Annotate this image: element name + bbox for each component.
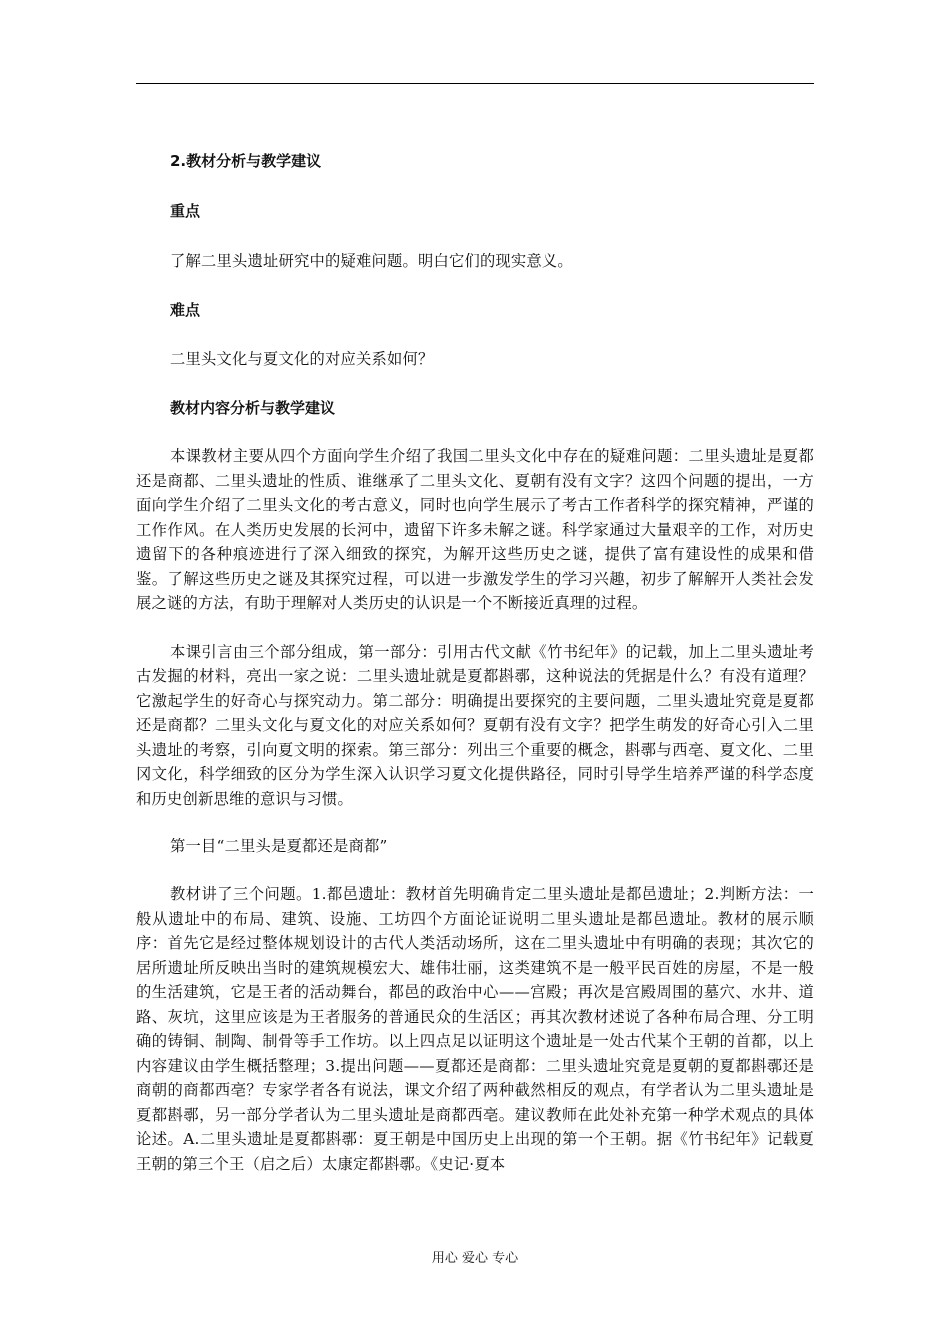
section-title: 2.教材分析与教学建议 bbox=[170, 152, 322, 170]
key-point-heading: 重点 bbox=[170, 202, 201, 220]
body-paragraph: 教材讲了三个问题。1.都邑遗址：教材首先明确肯定二里头遗址是都邑遗址；2.判断方法：一般从遗址中的布局、建筑、设施、工坊四个方面论证说明二里头遗址是都邑遗址。教材的展示顺序：首先它是经过整体规划设计的古代人类活动场所，这在二里头遗址中有明确的表现；其次它的居所遗址所反映出当时的建筑规模宏大、雄伟壮丽，这类建筑不是一般平民百姓的房屋，不是一般的生活建筑，它是王者的活动舞台，都邑的政治中心——宫殿；再次是宫殿周围的墓穴、水井、道路、灰坑，这里应该是为王者服务的普通民众的生活区；再其次教材述说了各种布局合理、分工明确的铸铜、制陶、制骨等手工作坊。以上四点足以证明这个遗址是一处古代某个王朝的首都，以上内容建议由学生概括整理；3.提出问题——夏都还是商都：二里头遗址究竟是夏朝的夏都斟鄩还是商朝的商都西亳？专家学者各有说法，课文介绍了两种截然相反的观点，有学者认为二里头遗址是夏都斟鄩，另一部分学者认为二里头遗址是商都西亳。建议教师在此处补充第一种学术观点的具体论述。A.二里头遗址是夏都斟鄩：夏王朝是中国历史上出现的第一个王朝。据《竹书纪年》记载夏王朝的第三个王（启之后）太康定都斟鄩。《史记·夏本 bbox=[136, 885, 814, 1173]
difficulty-text: 二里头文化与夏文化的对应关系如何？ bbox=[170, 350, 434, 368]
subsection-title: 第一目“二里头是夏都还是商都” bbox=[170, 837, 388, 855]
content-analysis-heading: 教材内容分析与教学建议 bbox=[170, 399, 336, 417]
key-point-text: 了解二里头遗址研究中的疑难问题。明白它们的现实意义。 bbox=[170, 252, 573, 270]
page-footer: 用心 爱心 专心 bbox=[431, 1251, 519, 1266]
body-paragraph: 本课教材主要从四个方面向学生介绍了我国二里头文化中存在的疑难问题：二里头遗址是夏都还是商都、二里头遗址的性质、谁继承了二里头文化、夏朝有没有文字？这四个问题的提出，一方面向学生介绍了二里头文化的考古意义，同时也向学生展示了考古工作者科学的探究精神，严谨的工作作风。在人类历史发展的长河中，遗留下许多未解之谜。科学家通过大量艰辛的工作，对历史遗留下的各种痕迹进行了深入细致的探究，为解开这些历史之谜，提供了富有建设性的成果和借鉴。了解这些历史之谜及其探究过程，可以进一步激发学生的学习兴趣，初步了解解开人类社会发展之谜的方法，有助于理解对人类历史的认识是一个不断接近真理的过程。 bbox=[136, 447, 814, 612]
document-body bbox=[136, 150, 814, 1176]
difficulty-heading: 难点 bbox=[170, 301, 201, 319]
body-paragraph: 本课引言由三个部分组成，第一部分：引用古代文献《竹书纪年》的记载，加上二里头遗址考古发掘的材料，亮出一家之说：二里头遗址就是夏都斟鄩，这种说法的凭据是什么？有没有道理？它激起学生的好奇心与探究动力。第二部分：明确提出要探究的主要问题，二里头遗址究竟是夏都还是商都？二里头文化与夏文化的对应关系如何？夏朝有没有文字？把学生萌发的好奇心引入二里头遗址的考察，引向夏文明的探索。第三部分：列出三个重要的概念，斟鄩与西亳、夏文化、二里冈文化，科学细致的区分为学生深入认识学习夏文化提供路径，同时引导学生培养严谨的科学态度和历史创新思维的意识与习惯。 bbox=[136, 642, 814, 808]
header-rule bbox=[136, 83, 814, 84]
